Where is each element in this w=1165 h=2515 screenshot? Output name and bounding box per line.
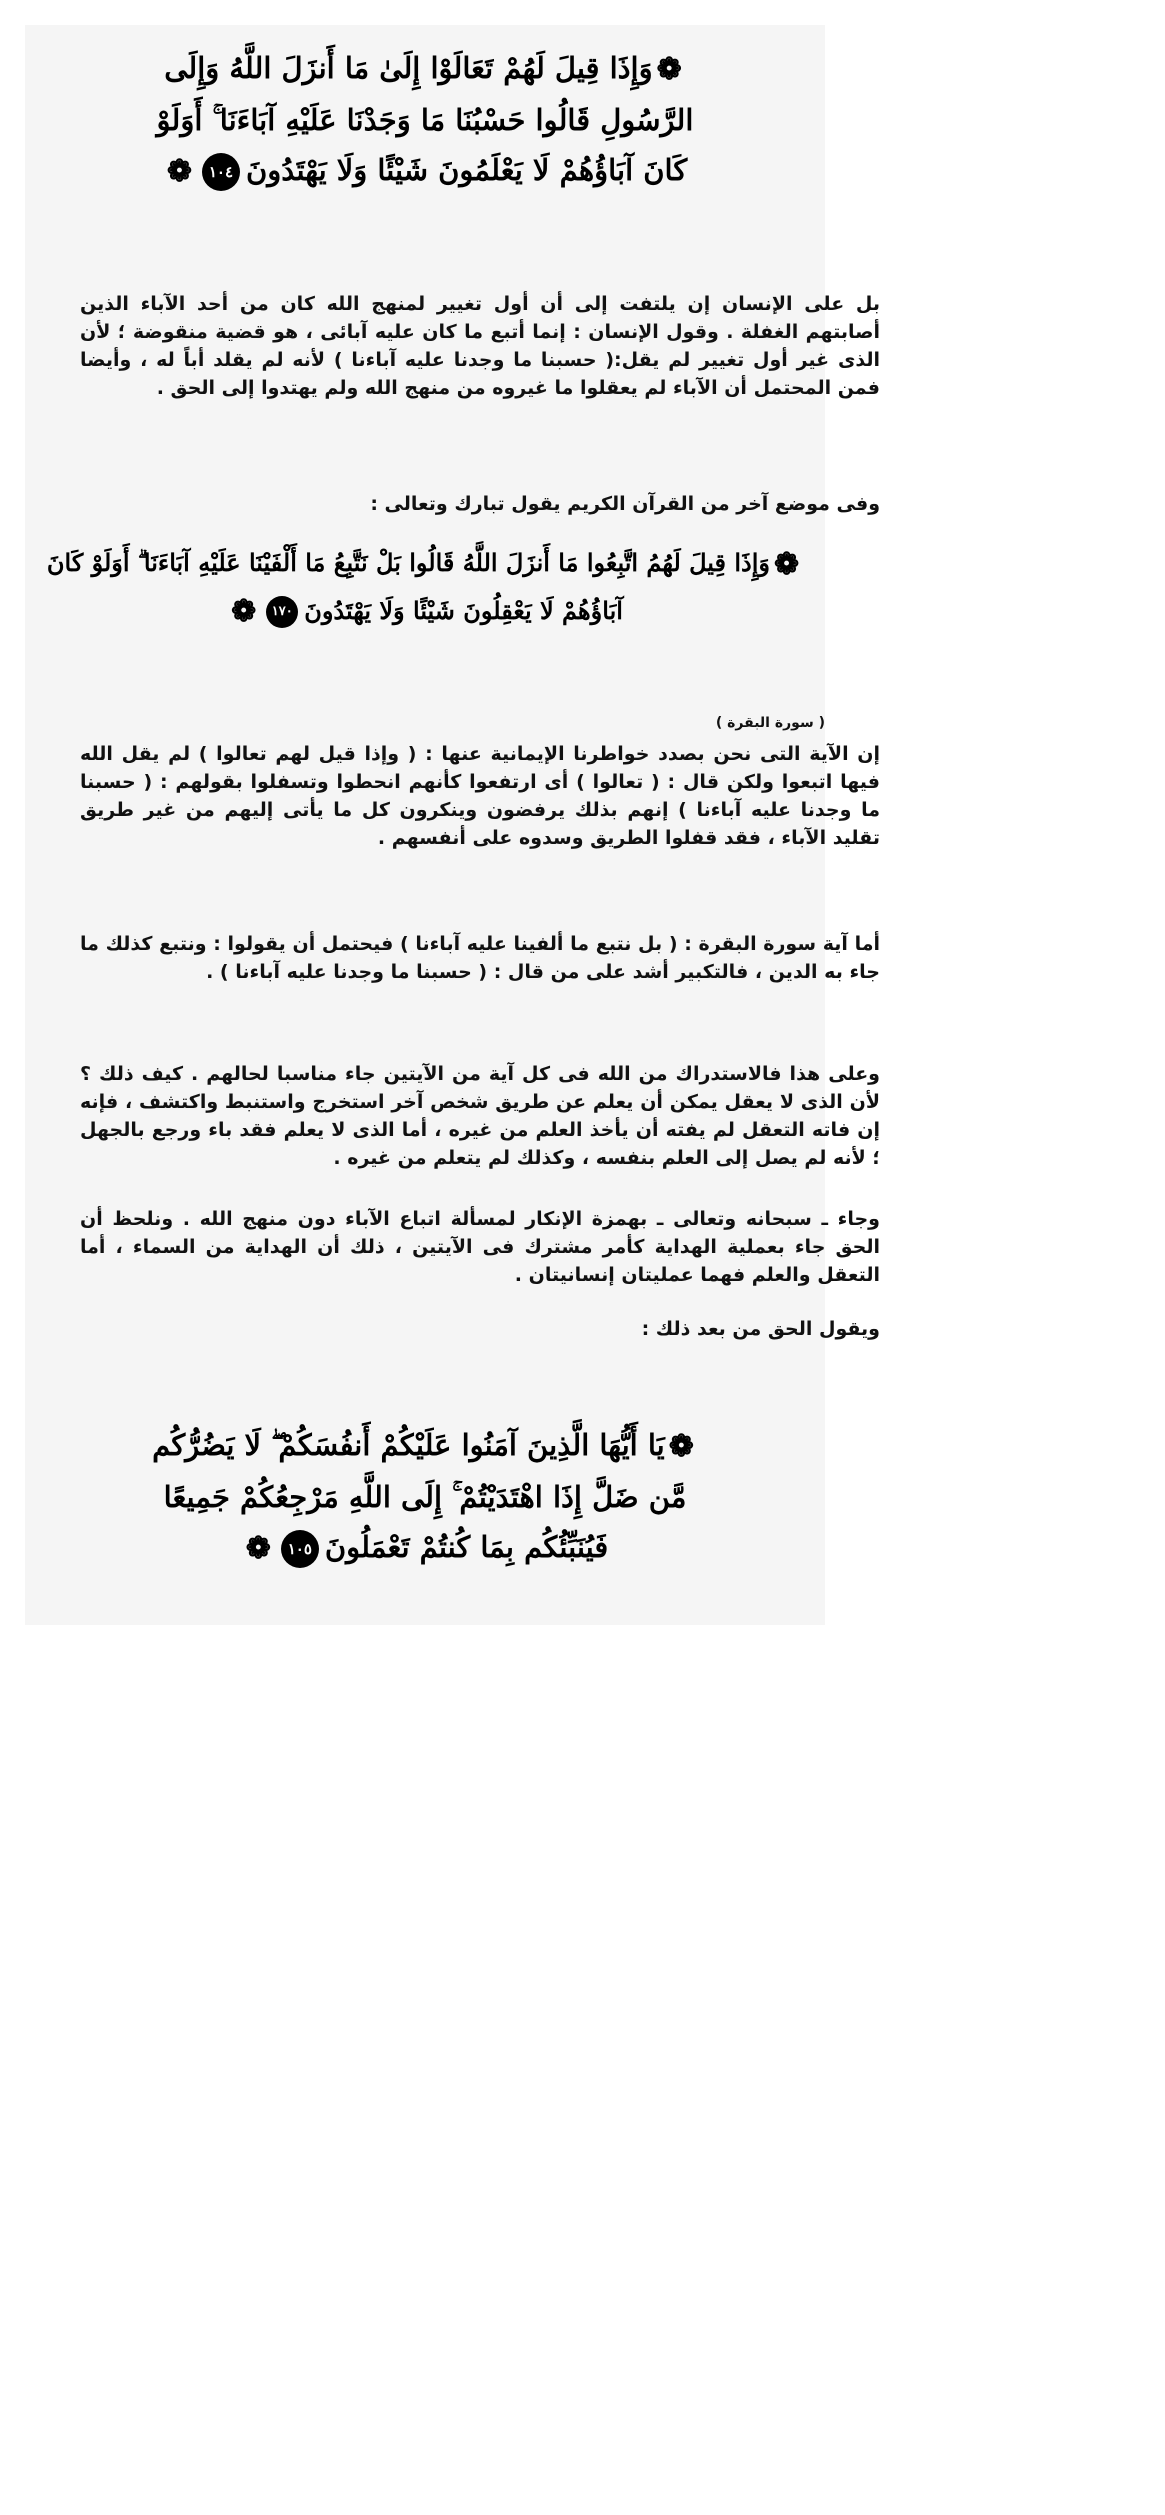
verse-105	[25, 1420, 825, 1574]
verse-104-line-3: كَانَ آبَاؤُهُمْ لَا يَعْلَمُونَ شَيْئًا وَلَا يَهْتَدُونَ١٠٤❁	[25, 145, 825, 197]
paragraph-6: وجاء ـ سبحانه وتعالى ـ بهمزة الإنكار لمسألة اتباع الآباء دون منهج الله . ونلحظ أن الحق جاء بعملية الهداية كأمر مشترك فى الآيتين ، ذلك أن الهداية من السماء ، أما التعقل والعلم فهما عمليتان إنسانيتان .	[80, 1208, 880, 1286]
verse-close-ornament-icon: ❁	[245, 1531, 271, 1566]
paragraph-1: بل على الإنسان إن يلتفت إلى أن أول تغيير لمنهج الله كان من أحد الآباء الذين أصابتهم الغفلة . وقول الإنسان : إنما أتبع ما كان عليه آبائى ، هو قضية منقوضة ؛ لأن الذى غير أول تغيير لم يقل:( حسبنا ما وجدنا عليه آباءنا ) لأنه لم يقلد أباً له ، وأيضا فمن المحتمل أن الآباء لم يعقلوا ما غيروه من منهج الله ولم يهتدوا إلى الحق .	[80, 293, 880, 399]
verse-170	[25, 540, 825, 635]
verse-105-line-2: مَّن ضَلَّ إِذَا اهْتَدَيْتُمْ ۚ إِلَى اللَّهِ مَرْجِعُكُمْ جَمِيعًا	[163, 1480, 687, 1514]
ayah-number-badge: ١٧٠	[266, 596, 298, 628]
verse-open-ornament-icon: ❁	[668, 1429, 694, 1464]
paragraph-7: ويقول الحق من بعد ذلك :	[641, 1318, 880, 1340]
verse-105-line-3: فَيُنَبِّئُكُم بِمَا كُنتُمْ تَعْمَلُونَ١٠٥❁	[25, 1522, 825, 1574]
surah-reference: ( سورة البقرة )	[715, 715, 825, 731]
scanned-page	[25, 25, 880, 1625]
paragraph-4: أما آية سورة البقرة : ( بل نتبع ما ألفينا عليه آباءنا ) فيحتمل أن يقولوا : ونتبع كذلك ما جاء به الدين ، فالتكبير أشد على من قال : ( حسبنا ما وجدنا عليه آباءنا ) .	[80, 933, 880, 983]
verse-open-ornament-icon: ❁	[773, 546, 800, 582]
verse-170-line-1: ❁وَإِذَا قِيلَ لَهُمُ اتَّبِعُوا مَا أَنزَلَ اللَّهُ قَالُوا بَلْ نَتَّبِعُ مَا أَلْفَيْنَا عَلَيْهِ آبَاءَنَا ۗ أَوَلَوْ كَانَ	[25, 540, 825, 588]
verse-170-line-2: آبَاؤُهُمْ لَا يَعْقِلُونَ شَيْئًا وَلَا يَهْتَدُونَ١٧٠❁	[25, 588, 825, 636]
paragraph-2: وفى موضع آخر من القرآن الكريم يقول تبارك وتعالى :	[370, 493, 880, 515]
verse-104-line-2: الرَّسُولِ قَالُوا حَسْبُنَا مَا وَجَدْنَا عَلَيْهِ آبَاءَنَا ۚ أَوَلَوْ	[156, 103, 694, 137]
verse-104-line-1: ❁وَإِذَا قِيلَ لَهُمْ تَعَالَوْا إِلَىٰ مَا أَنزَلَ اللَّهُ وَإِلَى	[25, 43, 825, 95]
paragraph-3: إن الآية التى نحن بصدد خواطرنا الإيمانية عنها : ( وإذا قيل لهم تعالوا ) لم يقل الله فيها اتبعوا ولكن قال : ( تعالوا ) أى ارتفعوا كأنهم انحطوا وتسفلوا بقولهم : ( حسبنا ما وجدنا عليه آباءنا ) إنهم بذلك يرفضون وينكرون كل ما يأتى إليهم من غير طريق تقليد الآباء ، فقد قفلوا الطريق وسدوه على أنفسهم .	[80, 743, 880, 849]
verse-close-ornament-icon: ❁	[231, 594, 257, 629]
verse-close-ornament-icon: ❁	[166, 154, 192, 189]
verse-105-line-1: ❁يَا أَيُّهَا الَّذِينَ آمَنُوا عَلَيْكُمْ أَنفُسَكُمْ ۖ لَا يَضُرُّكُم	[25, 1420, 825, 1472]
verse-open-ornament-icon: ❁	[656, 52, 682, 87]
ayah-number-badge: ١٠٤	[202, 153, 240, 191]
paragraph-5: وعلى هذا فالاستدراك من الله فى كل آية من الآيتين جاء مناسبا لحالهم . كيف ذلك ؟ لأن الذى لا يعقل يمكن أن يعلم عن طريق شخص آخر استخرج واستنبط واكتشف ، فإنه إن فاته التعقل لم يفته أن يأخذ العلم من غيره ، أما الذى لا يعلم فقد باء ورجع بالجهل ؛ لأنه لم يصل إلى العلم بنفسه ، وكذلك لم يتعلم من غيره .	[80, 1063, 880, 1169]
ayah-number-badge: ١٠٥	[281, 1530, 319, 1568]
verse-104	[25, 43, 825, 197]
